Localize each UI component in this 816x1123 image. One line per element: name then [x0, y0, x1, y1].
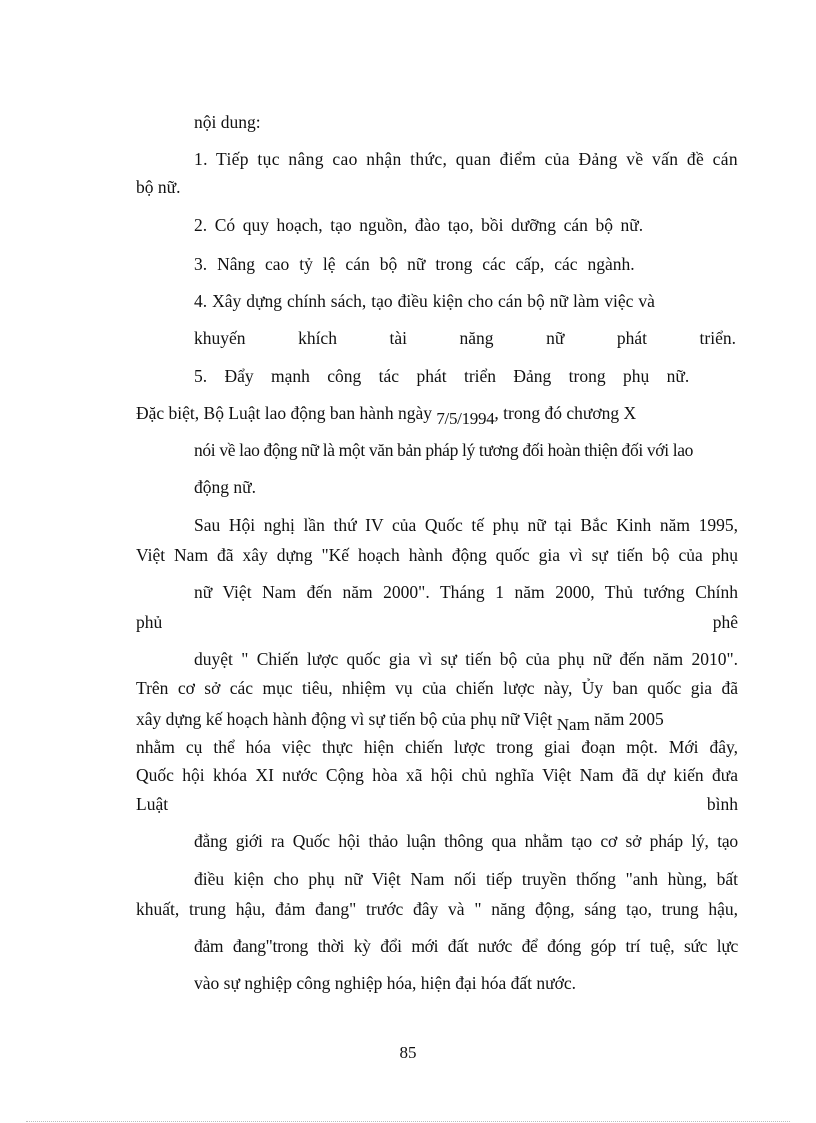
- spread-word: phủ: [136, 612, 163, 632]
- spread-word: khuyến: [194, 328, 246, 348]
- text-line: 4. Xây dựng chính sách, tạo điều kiện cho cán bộ nữ làm việc và: [194, 291, 655, 311]
- text-line: nói về lao động nữ là một văn bản pháp lý tương đối hoàn thiện đối với lao: [194, 440, 694, 460]
- text-line: vào sự nghiệp công nghiệp hóa, hiện đại hóa đất nước.: [194, 973, 577, 993]
- spread-word: bình: [706, 794, 738, 814]
- spread-line: [136, 793, 738, 815]
- text-line: 2. Có quy hoạch, tạo nguồn, đào tạo, bồi dưỡng cán bộ nữ.: [194, 215, 644, 235]
- text-line: Sau Hội nghị lần thứ IV của Quốc tế phụ nữ tại Bắc Kinh năm 1995,: [194, 515, 738, 535]
- spread-word: triển.: [699, 328, 736, 348]
- text-line: đảm đang"trong thời kỳ đổi mới đất nước để đóng góp trí tuệ, sức lực: [194, 936, 738, 956]
- text-line: đẳng giới ra Quốc hội thảo luận thông qua nhằm tạo cơ sở pháp lý, tạo: [194, 831, 738, 851]
- text-line: duyệt " Chiến lược quốc gia vì sự tiến bộ của phụ nữ đến năm 2010".: [194, 649, 738, 669]
- text-line: khuất, trung hậu, đảm đang" trước đây và " năng động, sáng tạo, trung hậu,: [136, 899, 738, 919]
- text-line: nội dung:: [194, 112, 261, 132]
- text-fragment: Nam: [556, 715, 590, 734]
- spread-word: phê: [712, 612, 738, 632]
- page-number: 85: [399, 1043, 417, 1062]
- spread-word: tài: [389, 328, 407, 348]
- text-fragment: , trong đó chương X: [494, 403, 637, 423]
- text-line: [136, 402, 637, 428]
- text-line: nhằm cụ thể hóa việc thực hiện chiến lược trong giai đoạn một. Mới đây,: [136, 737, 738, 757]
- text-fragment: xây dựng kế hoạch hành động vì sự tiến bộ của phụ nữ Việt: [136, 709, 557, 729]
- text-line: bộ nữ.: [136, 177, 181, 197]
- spread-line: [136, 611, 738, 633]
- page-bottom-divider: [26, 1121, 790, 1122]
- text-line: 3. Nâng cao tỷ lệ cán bộ nữ trong các cấp, các ngành.: [194, 254, 635, 274]
- text-line: điều kiện cho phụ nữ Việt Nam nối tiếp truyền thống "anh hùng, bất: [194, 869, 738, 889]
- date-fragment: 7/5/1994: [436, 409, 495, 428]
- text-fragment: năm 2005: [589, 709, 664, 729]
- text-line: nữ Việt Nam đến năm 2000". Tháng 1 năm 2000, Thủ tướng Chính: [194, 582, 738, 602]
- text-line: 5. Đẩy mạnh công tác phát triển Đảng trong phụ nữ.: [194, 366, 690, 386]
- text-line: 1. Tiếp tục nâng cao nhận thức, quan điểm của Đảng về vấn đề cán: [194, 149, 738, 169]
- text-line: Việt Nam đã xây dựng "Kế hoạch hành động quốc gia vì sự tiến bộ của phụ: [136, 545, 738, 565]
- spread-word: nữ: [546, 328, 565, 348]
- spread-word: năng: [459, 328, 494, 348]
- text-line: Trên cơ sở các mục tiêu, nhiệm vụ của chiến lược này, Ủy ban quốc gia đã: [136, 678, 738, 698]
- text-line: động nữ.: [194, 477, 256, 497]
- spread-word: khích: [298, 328, 337, 348]
- text-line: Quốc hội khóa XI nước Cộng hòa xã hội chủ nghĩa Việt Nam đã dự kiến đưa: [136, 765, 738, 785]
- text-fragment: Đặc biệt, Bộ Luật lao động ban hành ngày: [136, 403, 437, 423]
- text-line: [136, 708, 664, 734]
- spread-line: [194, 327, 736, 349]
- spread-word: Luật: [136, 794, 169, 814]
- spread-word: phát: [616, 328, 647, 348]
